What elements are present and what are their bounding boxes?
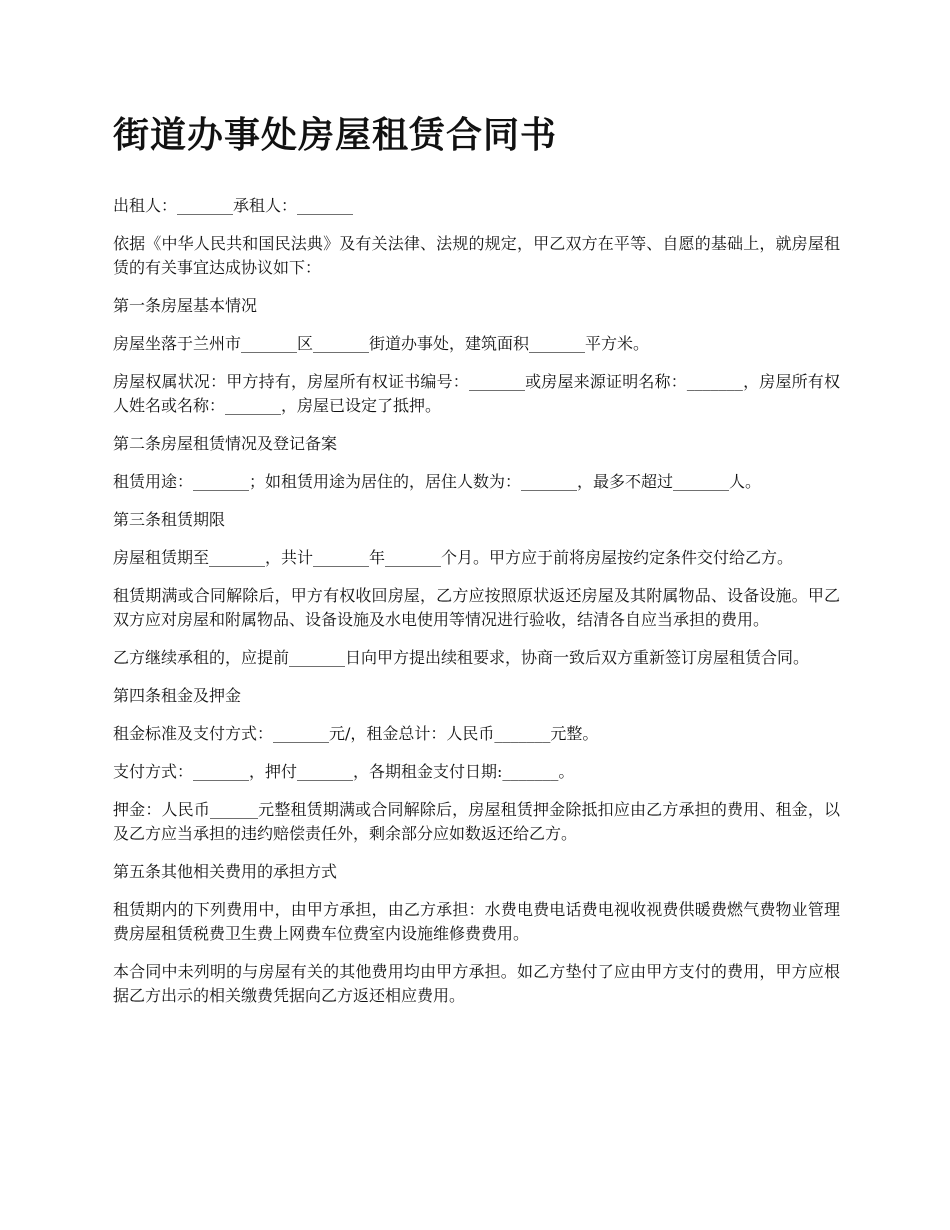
section-heading: 第四条租金及押金 xyxy=(113,686,242,705)
body-paragraph: 租赁用途：_______；如租赁用途为居住的，居住人数为：_______，最多不超过_______人。 xyxy=(113,472,762,491)
body-paragraph: 房屋坐落于兰州市_______区_______街道办事处，建筑面积_______平方米。 xyxy=(113,334,650,353)
parties-line: 出租人：_______承租人：_______ xyxy=(113,196,354,215)
body-paragraph: 支付方式：_______，押付_______，各期租金支付日期:_______。 xyxy=(113,762,575,781)
section-heading: 第二条房屋租赁情况及登记备案 xyxy=(113,434,338,453)
preamble-paragraph: 依据《中华人民共和国民法典》及有关法律、法规的规定，甲乙双方在平等、自愿的基础上，就房屋租赁的有关事宜达成协议如下： xyxy=(113,234,840,277)
section-heading: 第五条其他相关费用的承担方式 xyxy=(113,862,338,881)
section-heading: 第一条房屋基本情况 xyxy=(113,296,258,315)
body-paragraph: 房屋权属状况：甲方持有，房屋所有权证书编号：_______或房屋来源证明名称：_______，房屋所有权人姓名或名称：_______，房屋已设定了抵押。 xyxy=(113,372,840,415)
body-paragraph: 乙方继续承租的，应提前_______日向甲方提出续租要求，协商一致后双方重新签订房屋租赁合同。 xyxy=(113,648,810,667)
body-paragraph: 租赁期内的下列费用中，由甲方承担，由乙方承担：水费电费电话费电视收视费供暖费燃气费物业管理费房屋租赁税费卫生费上网费车位费室内设施维修费费用。 xyxy=(113,900,840,943)
body-paragraph: 租赁期满或合同解除后，甲方有权收回房屋，乙方应按照原状返还房屋及其附属物品、设备设施。甲乙双方应对房屋和附属物品、设备设施及水电使用等情况进行验收，结清各自应当承担的费用。 xyxy=(113,586,840,629)
body-paragraph: 押金：人民币______元整租赁期满或合同解除后，房屋租赁押金除抵扣应由乙方承担的费用、租金，以及乙方应当承担的违约赔偿责任外，剩余部分应如数返还给乙方。 xyxy=(113,800,840,843)
section-heading: 第三条租赁期限 xyxy=(113,510,226,529)
document-title: 街道办事处房屋租赁合同书 xyxy=(113,115,558,156)
body-paragraph: 本合同中未列明的与房屋有关的其他费用均由甲方承担。如乙方垫付了应由甲方支付的费用，甲方应根据乙方出示的相关缴费凭据向乙方返还相应费用。 xyxy=(113,962,840,1005)
body-paragraph: 房屋租赁期至_______，共计_______年_______个月。甲方应于前将房屋按约定条件交付给乙方。 xyxy=(113,548,794,567)
body-paragraph: 租金标准及支付方式：_______元/，租金总计：人民币_______元整。 xyxy=(113,724,599,743)
